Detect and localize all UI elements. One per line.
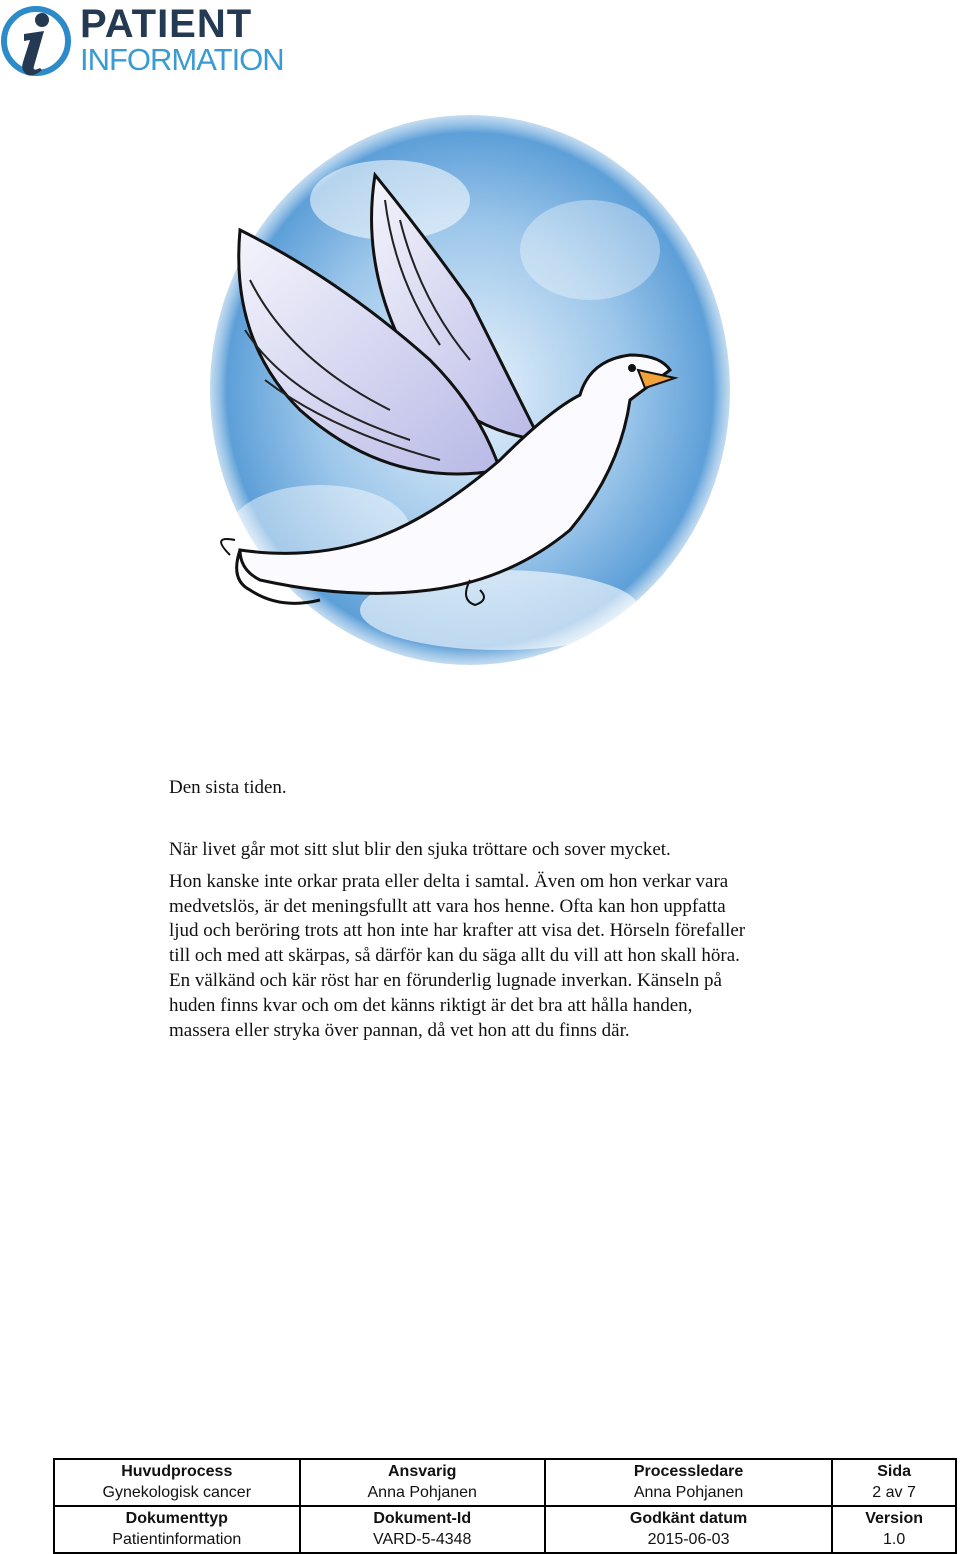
footer-cell (54, 1459, 300, 1506)
footer-value: Patientinformation (112, 1531, 242, 1548)
logo-subtitle: INFORMATION (80, 42, 284, 77)
footer-cell (300, 1506, 545, 1553)
footer-label: Ansvarig (387, 1463, 457, 1480)
footer-row (54, 1506, 956, 1553)
footer-value: Anna Pohjanen (367, 1484, 477, 1501)
footer-label: Dokumenttyp (125, 1510, 228, 1527)
body-paragraph (169, 838, 889, 1043)
footer-label: Version (865, 1510, 923, 1527)
info-i-icon (0, 0, 76, 80)
paragraph-line: till och med att skärpas, så därför kan du säga allt du vill att hon skall höra. (169, 945, 740, 967)
paragraph-line: En välkänd och kär röst har en förunderlig lugnade inverkan. Känseln på (169, 969, 722, 991)
section-heading: Den sista tiden. (169, 777, 287, 798)
footer-label: Processledare (633, 1463, 744, 1480)
footer-cell (832, 1506, 956, 1553)
footer-value: VARD-5-4348 (373, 1531, 472, 1548)
logo-title: PATIENT (80, 2, 253, 46)
footer-cell (54, 1506, 300, 1553)
footer-value: Gynekologisk cancer (102, 1484, 252, 1501)
footer-cell (300, 1459, 545, 1506)
footer-value: 1.0 (882, 1531, 906, 1548)
footer-label: Sida (877, 1463, 911, 1480)
footer-value: Anna Pohjanen (633, 1484, 744, 1501)
footer-row (54, 1459, 956, 1506)
footer-cell (832, 1459, 956, 1506)
footer-label: Huvudprocess (121, 1463, 233, 1480)
footer-label: Dokument-Id (373, 1510, 472, 1527)
footer-value: 2015-06-03 (647, 1531, 730, 1548)
paragraph-line: När livet går mot sitt slut blir den sjuka tröttare och sover mycket. (169, 839, 671, 860)
patient-information-logo (0, 0, 310, 84)
document-footer-table (53, 1458, 957, 1554)
paragraph-line: ljud och beröring trots att hon inte har krafter att visa det. Hörseln förefaller (169, 920, 746, 942)
paragraph-line: medvetslös, är det meningsfullt att vara hos henne. Ofta kan hon uppfatta (169, 895, 726, 917)
footer-value: 2 av 7 (872, 1484, 916, 1501)
dove-illustration (170, 110, 770, 690)
footer-cell (545, 1506, 832, 1553)
footer-cell (545, 1459, 832, 1506)
paragraph-line: huden finns kvar och om det känns riktigt är det bra att hålla handen, (169, 994, 693, 1016)
paragraph-line: Hon kanske inte orkar prata eller delta i samtal. Även om hon verkar vara (169, 870, 729, 892)
paragraph-line: massera eller stryka över pannan, då vet hon att du finns där. (169, 1019, 630, 1041)
footer-label: Godkänt datum (629, 1510, 748, 1527)
